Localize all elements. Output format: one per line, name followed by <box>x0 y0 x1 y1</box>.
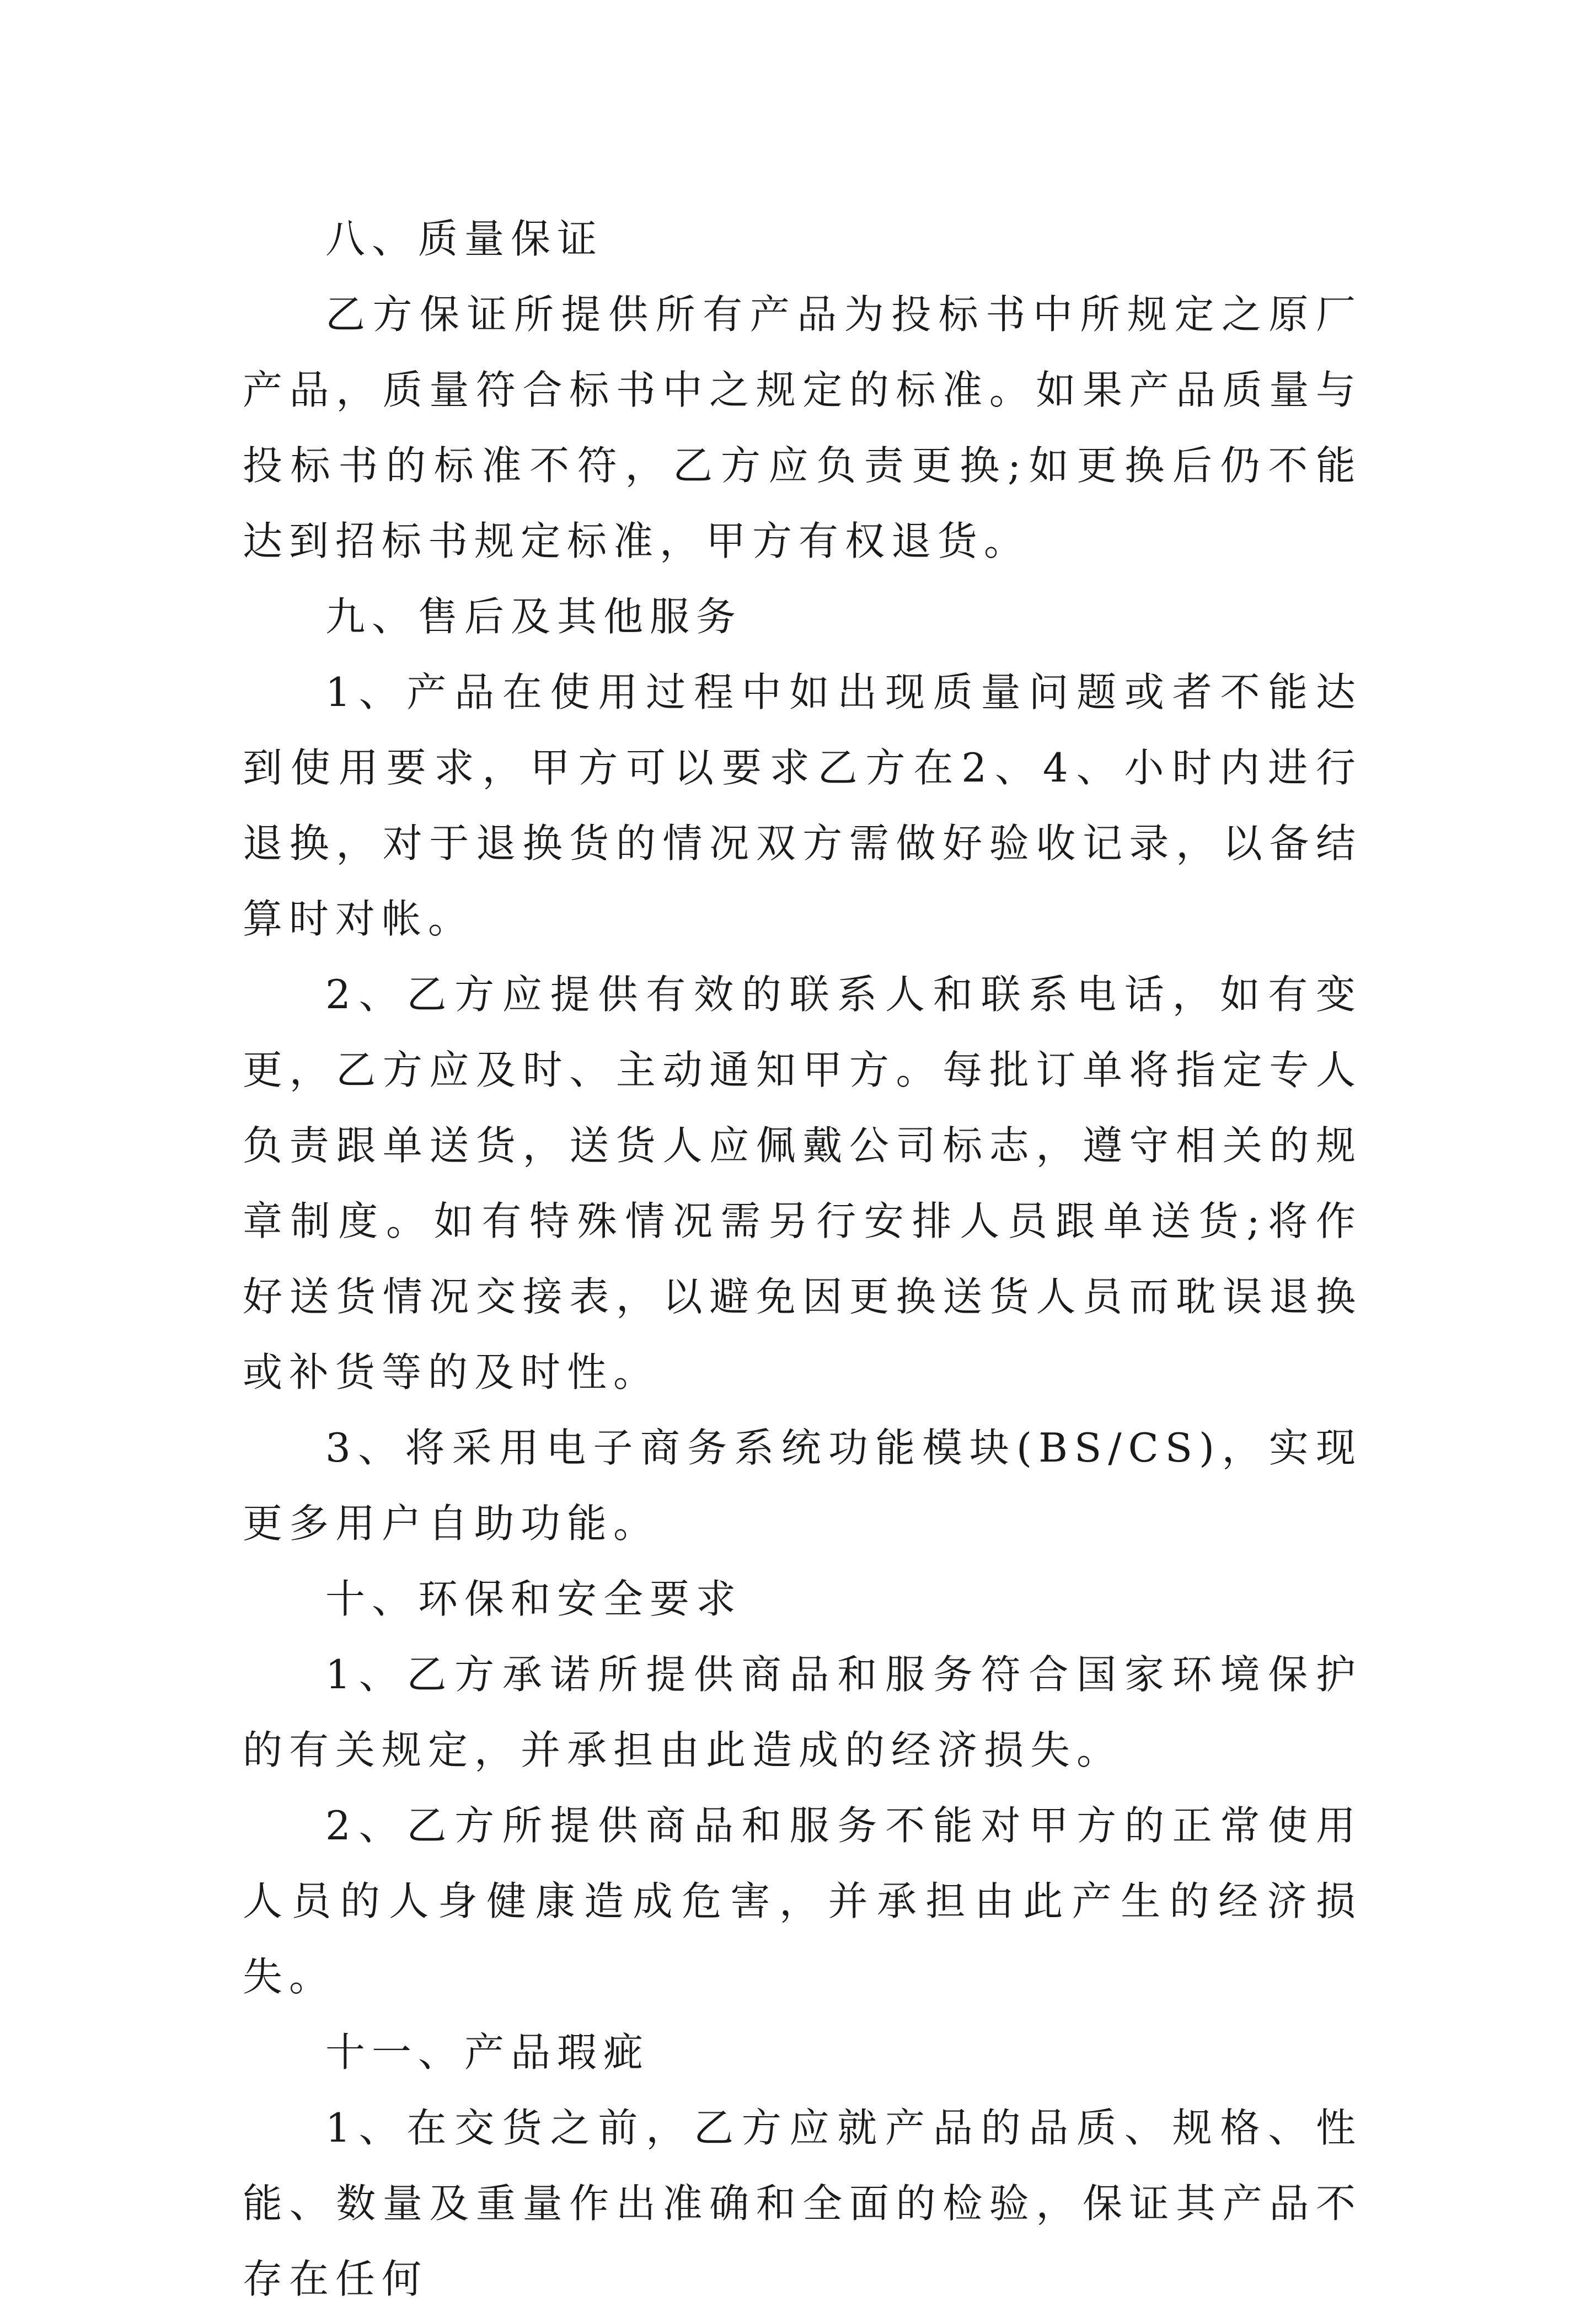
paragraph-after-sales-1: 1、产品在使用过程中如出现质量问题或者不能达到使用要求，甲方可以要求乙方在2、4、小时内进行退换，对于退换货的情况双方需做好验收记录，以备结算时对帐。 <box>243 669 1362 942</box>
section-heading-environment: 十、环保和安全要求 <box>325 1576 743 1622</box>
paragraph-quality-guarantee: 乙方保证所提供所有产品为投标书中所规定之原厂产品，质量符合标书中之规定的标准。如果产品质量与投标书的标准不符，乙方应负责更换;如更换后仍不能达到招标书规定标准，甲方有权退货。 <box>243 291 1362 564</box>
document-body <box>243 201 1362 2317</box>
section-heading-quality: 八、质量保证 <box>325 216 604 262</box>
paragraph-defects-1: 1、在交货之前，乙方应就产品的品质、规格、性能、数量及重量作出准确和全面的检验，保证其产品不存在任何 <box>243 2105 1362 2302</box>
section-heading-defects: 十一、产品瑕疵 <box>325 2029 650 2075</box>
paragraph-environment-1: 1、乙方承诺所提供商品和服务符合国家环境保护的有关规定，并承担由此造成的经济损失。 <box>243 1651 1362 1773</box>
paragraph-environment-2: 2、乙方所提供商品和服务不能对甲方的正常使用人员的人身健康造成危害，并承担由此产生的经济损失。 <box>243 1802 1362 2000</box>
paragraph-after-sales-3: 3、将采用电子商务系统功能模块(BS/CS)，实现更多用户自助功能。 <box>243 1425 1362 1547</box>
section-heading-after-sales: 九、售后及其他服务 <box>325 593 743 640</box>
paragraph-after-sales-2: 2、乙方应提供有效的联系人和联系电话，如有变更，乙方应及时、主动通知甲方。每批订单将指定专人负责跟单送货，送货人应佩戴公司标志，遵守相关的规章制度。如有特殊情况需另行安排人员跟单送货;将作好送货情况交接表，以避免因更换送货人员而耽误退换或补货等的及时性。 <box>243 971 1362 1395</box>
